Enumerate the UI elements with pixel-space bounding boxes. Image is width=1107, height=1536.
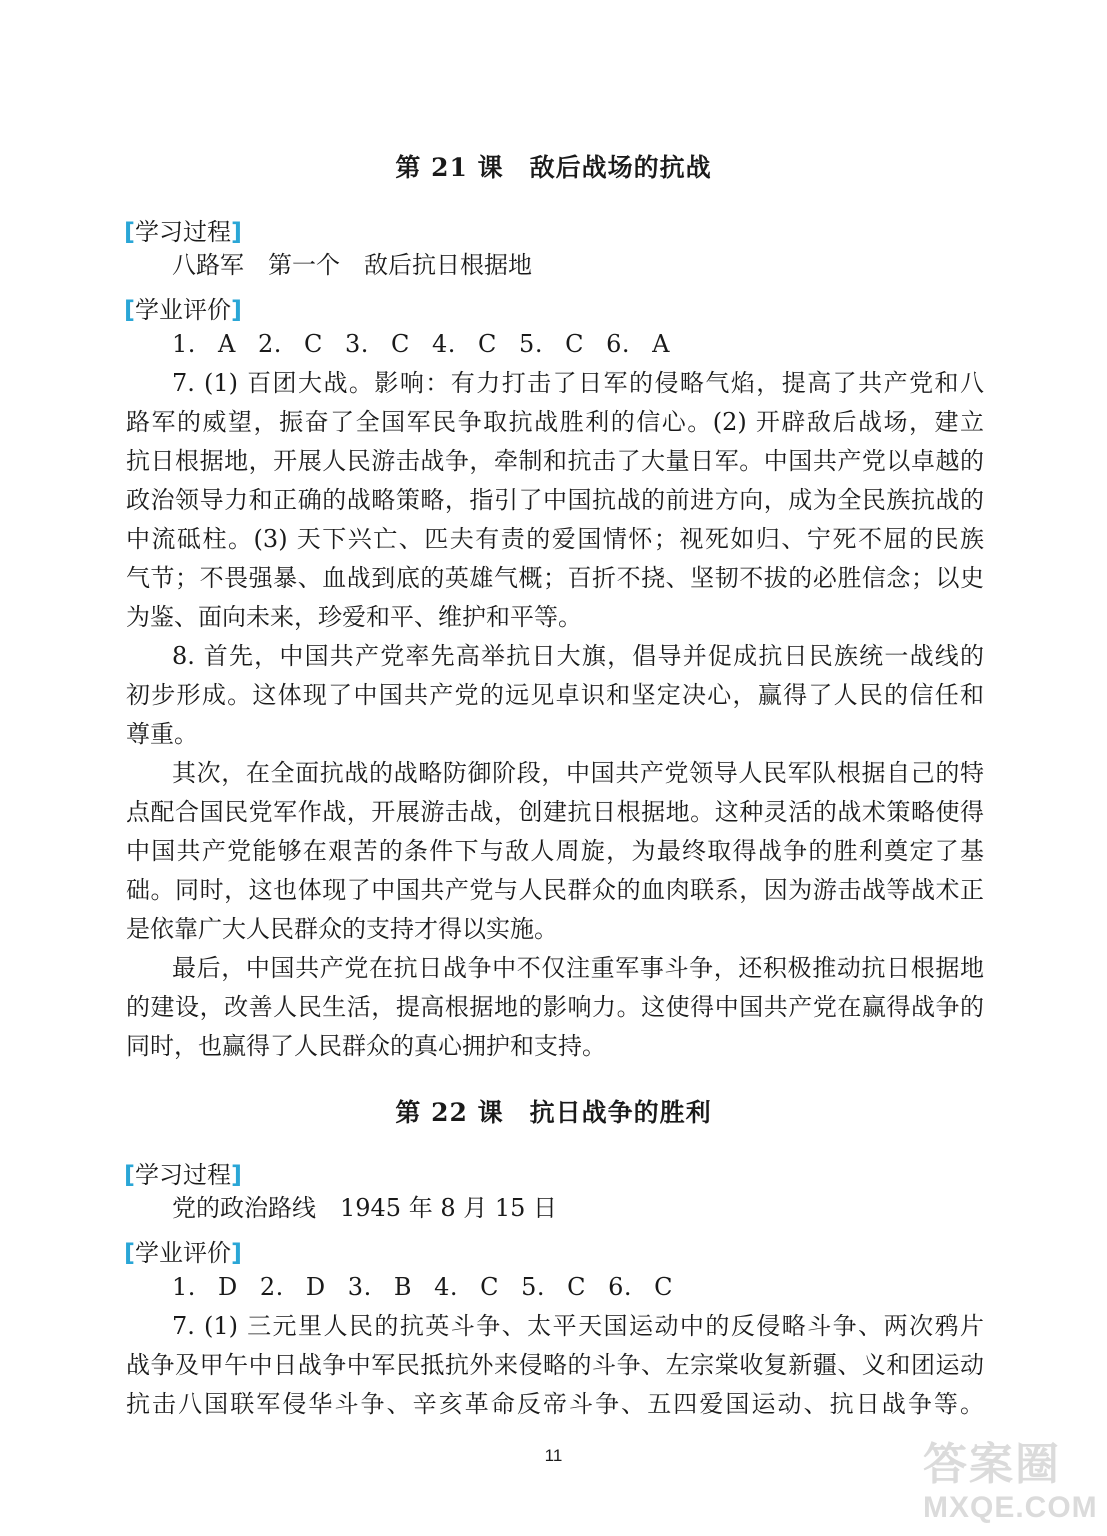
lesson-22-process-tag: [学习过程]	[124, 1161, 242, 1189]
lesson-22-eval-tag: [学业评价]	[124, 1239, 242, 1267]
lesson-21-q8-p2-line: 点配合国民党军作战，开展游击战，创建抗日根据地。这种灵活的战术策略使得	[126, 798, 984, 826]
lesson-21-q7-line: 中流砥柱。(3) 天下兴亡、匹夫有责的爱国情怀；视死如归、宁死不屈的民族	[126, 525, 984, 553]
lesson-22-process-text: 党的政治路线 1945 年 8 月 15 日	[172, 1194, 558, 1222]
lesson-22-q7-line: 战争及甲午中日战争中军民抵抗外来侵略的斗争、左宗棠收复新疆、义和团运动	[126, 1351, 984, 1379]
lesson-22-process-label: 学习过程	[134, 1161, 231, 1189]
lesson-22-eval-label: 学业评价	[134, 1239, 231, 1267]
lesson-21-q8-p1-line: 初步形成。这体现了中国共产党的远见卓识和坚定决心，赢得了人民的信任和	[126, 681, 984, 709]
lesson-21-q7-line: 政治领导力和正确的战略策略，指引了中国抗战的前进方向，成为全民族抗战的	[126, 486, 984, 514]
lesson-21-q8-p2-line: 是依靠广大人民群众的支持才得以实施。	[126, 915, 558, 943]
lesson-21-q7-line: 为鉴、面向未来，珍爱和平、维护和平等。	[126, 603, 582, 631]
lesson-21-q8-p3-line: 同时，也赢得了人民群众的真心拥护和支持。	[126, 1032, 606, 1060]
lesson-21-q8-p2-line: 础。同时，这也体现了中国共产党与人民群众的血肉联系，因为游击战等战术正	[126, 876, 984, 904]
lesson-22-choice-answers: 1. D 2. D 3. B 4. C 5. C 6. C	[172, 1273, 674, 1301]
lesson-21-eval-label: 学业评价	[134, 296, 231, 324]
lesson-21-process-tag: [学习过程]	[124, 218, 242, 246]
lesson-21-q7-line: 抗日根据地，开展人民游击战争，牵制和抗击了大量日军。中国共产党以卓越的	[126, 447, 984, 475]
lesson-21-q8-p2-line: 其次，在全面抗战的战略防御阶段，中国共产党领导人民军队根据自己的特	[172, 759, 984, 787]
lesson-21-q7-line: 路军的威望，振奋了全国军民争取抗战胜利的信心。(2) 开辟敌后战场，建立	[126, 408, 984, 436]
lesson-21-q8-p3-line: 最后，中国共产党在抗日战争中不仅注重军事斗争，还积极推动抗日根据地	[172, 954, 984, 982]
lesson-21-q7-line: 7. (1) 百团大战。影响：有力打击了日军的侵略气焰，提高了共产党和八	[172, 369, 984, 397]
lesson-21-eval-tag: [学业评价]	[124, 296, 242, 324]
lesson-21-process-label: 学习过程	[134, 218, 231, 246]
lesson-21-title: 第 21 课 敌后战场的抗战	[395, 153, 712, 182]
lesson-21-process-text: 八路军 第一个 敌后抗日根据地	[172, 251, 532, 279]
lesson-21-q8-p1-line: 尊重。	[126, 720, 198, 748]
lesson-22-title: 第 22 课 抗日战争的胜利	[395, 1098, 712, 1127]
lesson-21-q7-line: 气节；不畏强暴、血战到底的英雄气概；百折不挠、坚韧不拔的必胜信念；以史	[126, 564, 984, 592]
page-number: 11	[544, 1446, 563, 1465]
lesson-22-q7-line: 7. (1) 三元里人民的抗英斗争、太平天国运动中的反侵略斗争、两次鸦片	[172, 1312, 984, 1340]
watermark-logo	[923, 1440, 1103, 1532]
lesson-22-q7-line: 抗击八国联军侵华斗争、辛亥革命反帝斗争、五四爱国运动、抗日战争等。	[126, 1390, 984, 1418]
lesson-21-choice-answers: 1. A 2. C 3. C 4. C 5. C 6. A	[172, 330, 670, 358]
watermark-top-text: 答案圈	[923, 1439, 1061, 1490]
lesson-21-q8-p2-line: 中国共产党能够在艰苦的条件下与敌人周旋，为最终取得战争的胜利奠定了基	[126, 837, 984, 865]
watermark-bottom-text: MXQE.COM	[923, 1491, 1098, 1524]
lesson-21-q8-p1-line: 8. 首先，中国共产党率先高举抗日大旗，倡导并促成抗日民族统一战线的	[172, 642, 984, 670]
lesson-21-q8-p3-line: 的建设，改善人民生活，提高根据地的影响力。这使得中国共产党在赢得战争的	[126, 993, 984, 1021]
